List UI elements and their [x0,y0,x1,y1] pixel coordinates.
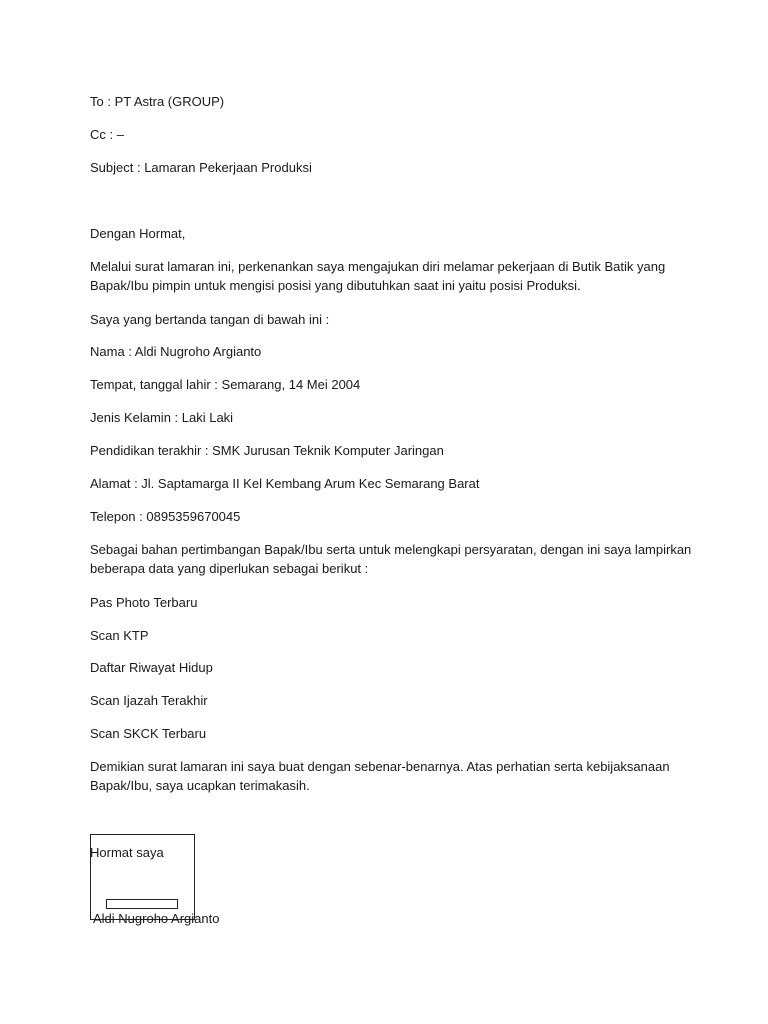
detail-gender: Jenis Kelamin : Laki Laki [90,410,234,425]
attachment-item: Daftar Riwayat Hidup [90,660,213,675]
detail-phone: Telepon : 0895359670045 [90,509,241,524]
attachment-item: Scan Ijazah Terakhir [90,693,208,708]
intro-paragraph-line-2: Bapak/Ibu pimpin untuk mengisi posisi yang dibutuhkan saat ini yaitu posisi Produksi. [90,278,581,293]
detail-name: Nama : Aldi Nugroho Argianto [90,344,262,359]
attachment-item: Pas Photo Terbaru [90,595,198,610]
greeting: Dengan Hormat, [90,226,186,241]
cc-line: Cc : – [90,127,124,142]
undersigned-line: Saya yang bertanda tangan di bawah ini : [90,312,330,327]
attachments-intro-line-1: Sebagai bahan pertimbangan Bapak/Ibu serta untuk melengkapi persyaratan, dengan ini saya lampirkan [90,542,692,557]
subject-line: Subject : Lamaran Pekerjaan Produksi [90,160,312,175]
detail-address: Alamat : Jl. Saptamarga II Kel Kembang Arum Kec Semarang Barat [90,476,480,491]
signature-inner-box [106,899,178,909]
closing-paragraph-line-1: Demikian surat lamaran ini saya buat dengan sebenar-benarnya. Atas perhatian serta kebijaksanaan [90,759,670,774]
to-line: To : PT Astra (GROUP) [90,94,225,109]
intro-paragraph-line-1: Melalui surat lamaran ini, perkenankan saya mengajukan diri melamar pekerjaan di Butik Batik yang [90,259,666,274]
detail-education: Pendidikan terakhir : SMK Jurusan Teknik Komputer Jaringan [90,443,444,458]
closing-paragraph-line-2: Bapak/Ibu, saya ucapkan terimakasih. [90,778,310,793]
detail-birth: Tempat, tanggal lahir : Semarang, 14 Mei 2004 [90,377,361,392]
signature-salutation: Hormat saya [90,845,164,860]
signature-name: Aldi Nugroho Argianto [93,911,220,926]
attachments-intro-line-2: beberapa data yang diperlukan sebagai berikut : [90,561,369,576]
attachment-item: Scan SKCK Terbaru [90,726,207,741]
attachment-item: Scan KTP [90,628,149,643]
